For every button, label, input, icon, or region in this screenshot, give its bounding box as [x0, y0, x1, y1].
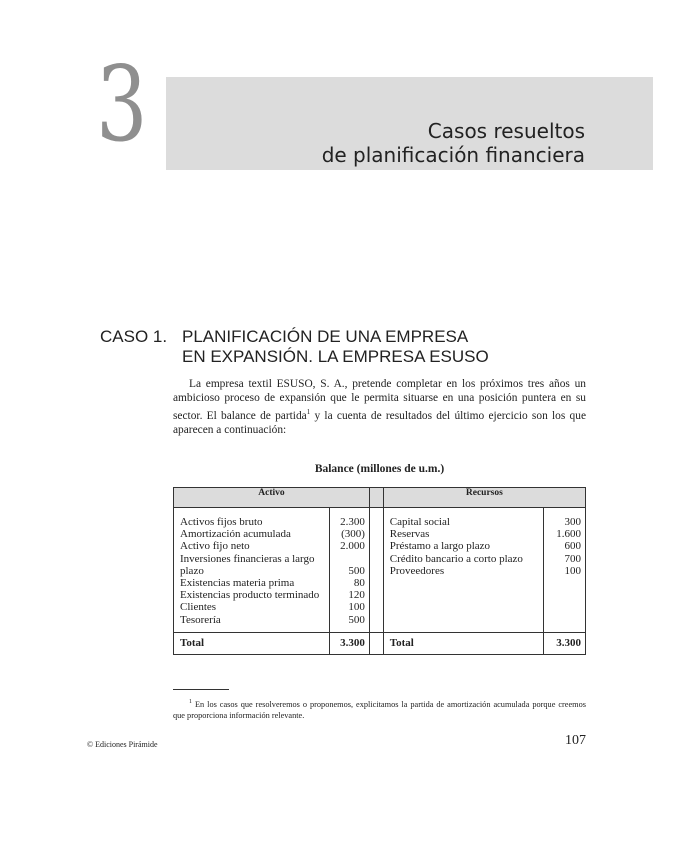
- page-number: 107: [565, 733, 586, 748]
- chapter-title-line-2: de planificación financiera: [321, 143, 585, 167]
- recursos-item: Proveedores: [389, 564, 445, 577]
- publisher-credit: © Ediciones Pirámide: [87, 740, 158, 749]
- recursos-value: 1.600: [556, 528, 581, 541]
- intro-text-1: La empresa textil ESUSO, S. A., pretende completar en los próximos tres años un ambicioso proceso de expansión que le permita situarse en una posición puntera en su sector. El balance de partida: [173, 378, 586, 422]
- footnote-rule: [173, 689, 229, 690]
- recursos-total-value: 3.300: [544, 632, 586, 654]
- recursos-values: [544, 508, 586, 633]
- intro-text-2: y la cuenta de resultados del último ejercicio son los que aparecen a continuación:: [173, 409, 587, 436]
- balance-table: [173, 487, 586, 655]
- recursos-item: Reservas: [389, 528, 430, 541]
- activo-item: Activo fijo neto: [180, 540, 250, 553]
- chapter-title-band: [166, 77, 653, 170]
- footnote-text: En los casos que resolveremos o proponemos, explicitamos la partida de amortización acumulada porque creemos que proporciona información relevante.: [173, 699, 586, 720]
- activo-header: Activo: [174, 488, 370, 508]
- activo-item: Inversiones financieras a largo plazo: [180, 552, 315, 577]
- column-separator: [369, 632, 383, 654]
- activo-value: 2.000: [340, 540, 365, 553]
- intro-paragraph: [173, 377, 586, 437]
- column-separator: [369, 508, 383, 633]
- activo-value: 80: [353, 577, 365, 590]
- recursos-item: Crédito bancario a corto plazo: [389, 552, 523, 565]
- recursos-value: 100: [564, 564, 581, 577]
- chapter-number: 3: [96, 43, 148, 165]
- case-label: CASO 1.: [100, 327, 168, 346]
- activo-value: 500: [348, 613, 365, 626]
- activo-values: [330, 508, 370, 633]
- activo-value: (300): [341, 528, 365, 541]
- recursos-item: Préstamo a largo plazo: [389, 540, 491, 553]
- recursos-total-label: Total: [383, 632, 544, 654]
- table-title: Balance (millones de u.m.): [314, 463, 445, 475]
- recursos-header: Recursos: [383, 488, 585, 508]
- recursos-value: 700: [564, 552, 581, 565]
- activo-value: 120: [348, 589, 365, 602]
- activo-item: Amortización acumulada: [180, 528, 291, 541]
- activo-value: 100: [348, 601, 365, 614]
- recursos-value: 600: [564, 540, 581, 553]
- activo-item: Clientes: [180, 601, 217, 614]
- activo-item: Activos fijos bruto: [180, 516, 263, 528]
- case-title-line-2: EN EXPANSIÓN. LA EMPRESA ESUSO: [182, 347, 489, 366]
- activo-total-value: 3.300: [330, 632, 370, 654]
- activo-total-label: Total: [174, 632, 330, 654]
- activo-value: 2.300: [340, 516, 365, 528]
- activo-value: 500: [348, 564, 365, 577]
- column-separator: [369, 488, 383, 508]
- case-heading: [100, 327, 489, 367]
- chapter-title-line-1: Casos resueltos: [427, 119, 585, 143]
- activo-item: Tesorería: [180, 613, 221, 626]
- footnote-reference: 1: [306, 408, 311, 416]
- footnote-number: 1: [189, 699, 192, 705]
- activo-value: [334, 553, 365, 565]
- activo-item: Existencias materia prima: [180, 577, 295, 590]
- recursos-value: 300: [564, 516, 581, 528]
- recursos-item: Capital social: [389, 516, 450, 528]
- case-title-line-1: PLANIFICACIÓN DE UNA EMPRESA: [182, 327, 469, 346]
- footnote: [173, 697, 586, 721]
- chapter-title: [322, 119, 585, 167]
- recursos-items: [383, 508, 544, 633]
- activo-item: Existencias producto terminado: [180, 589, 320, 602]
- activo-items: [174, 508, 330, 633]
